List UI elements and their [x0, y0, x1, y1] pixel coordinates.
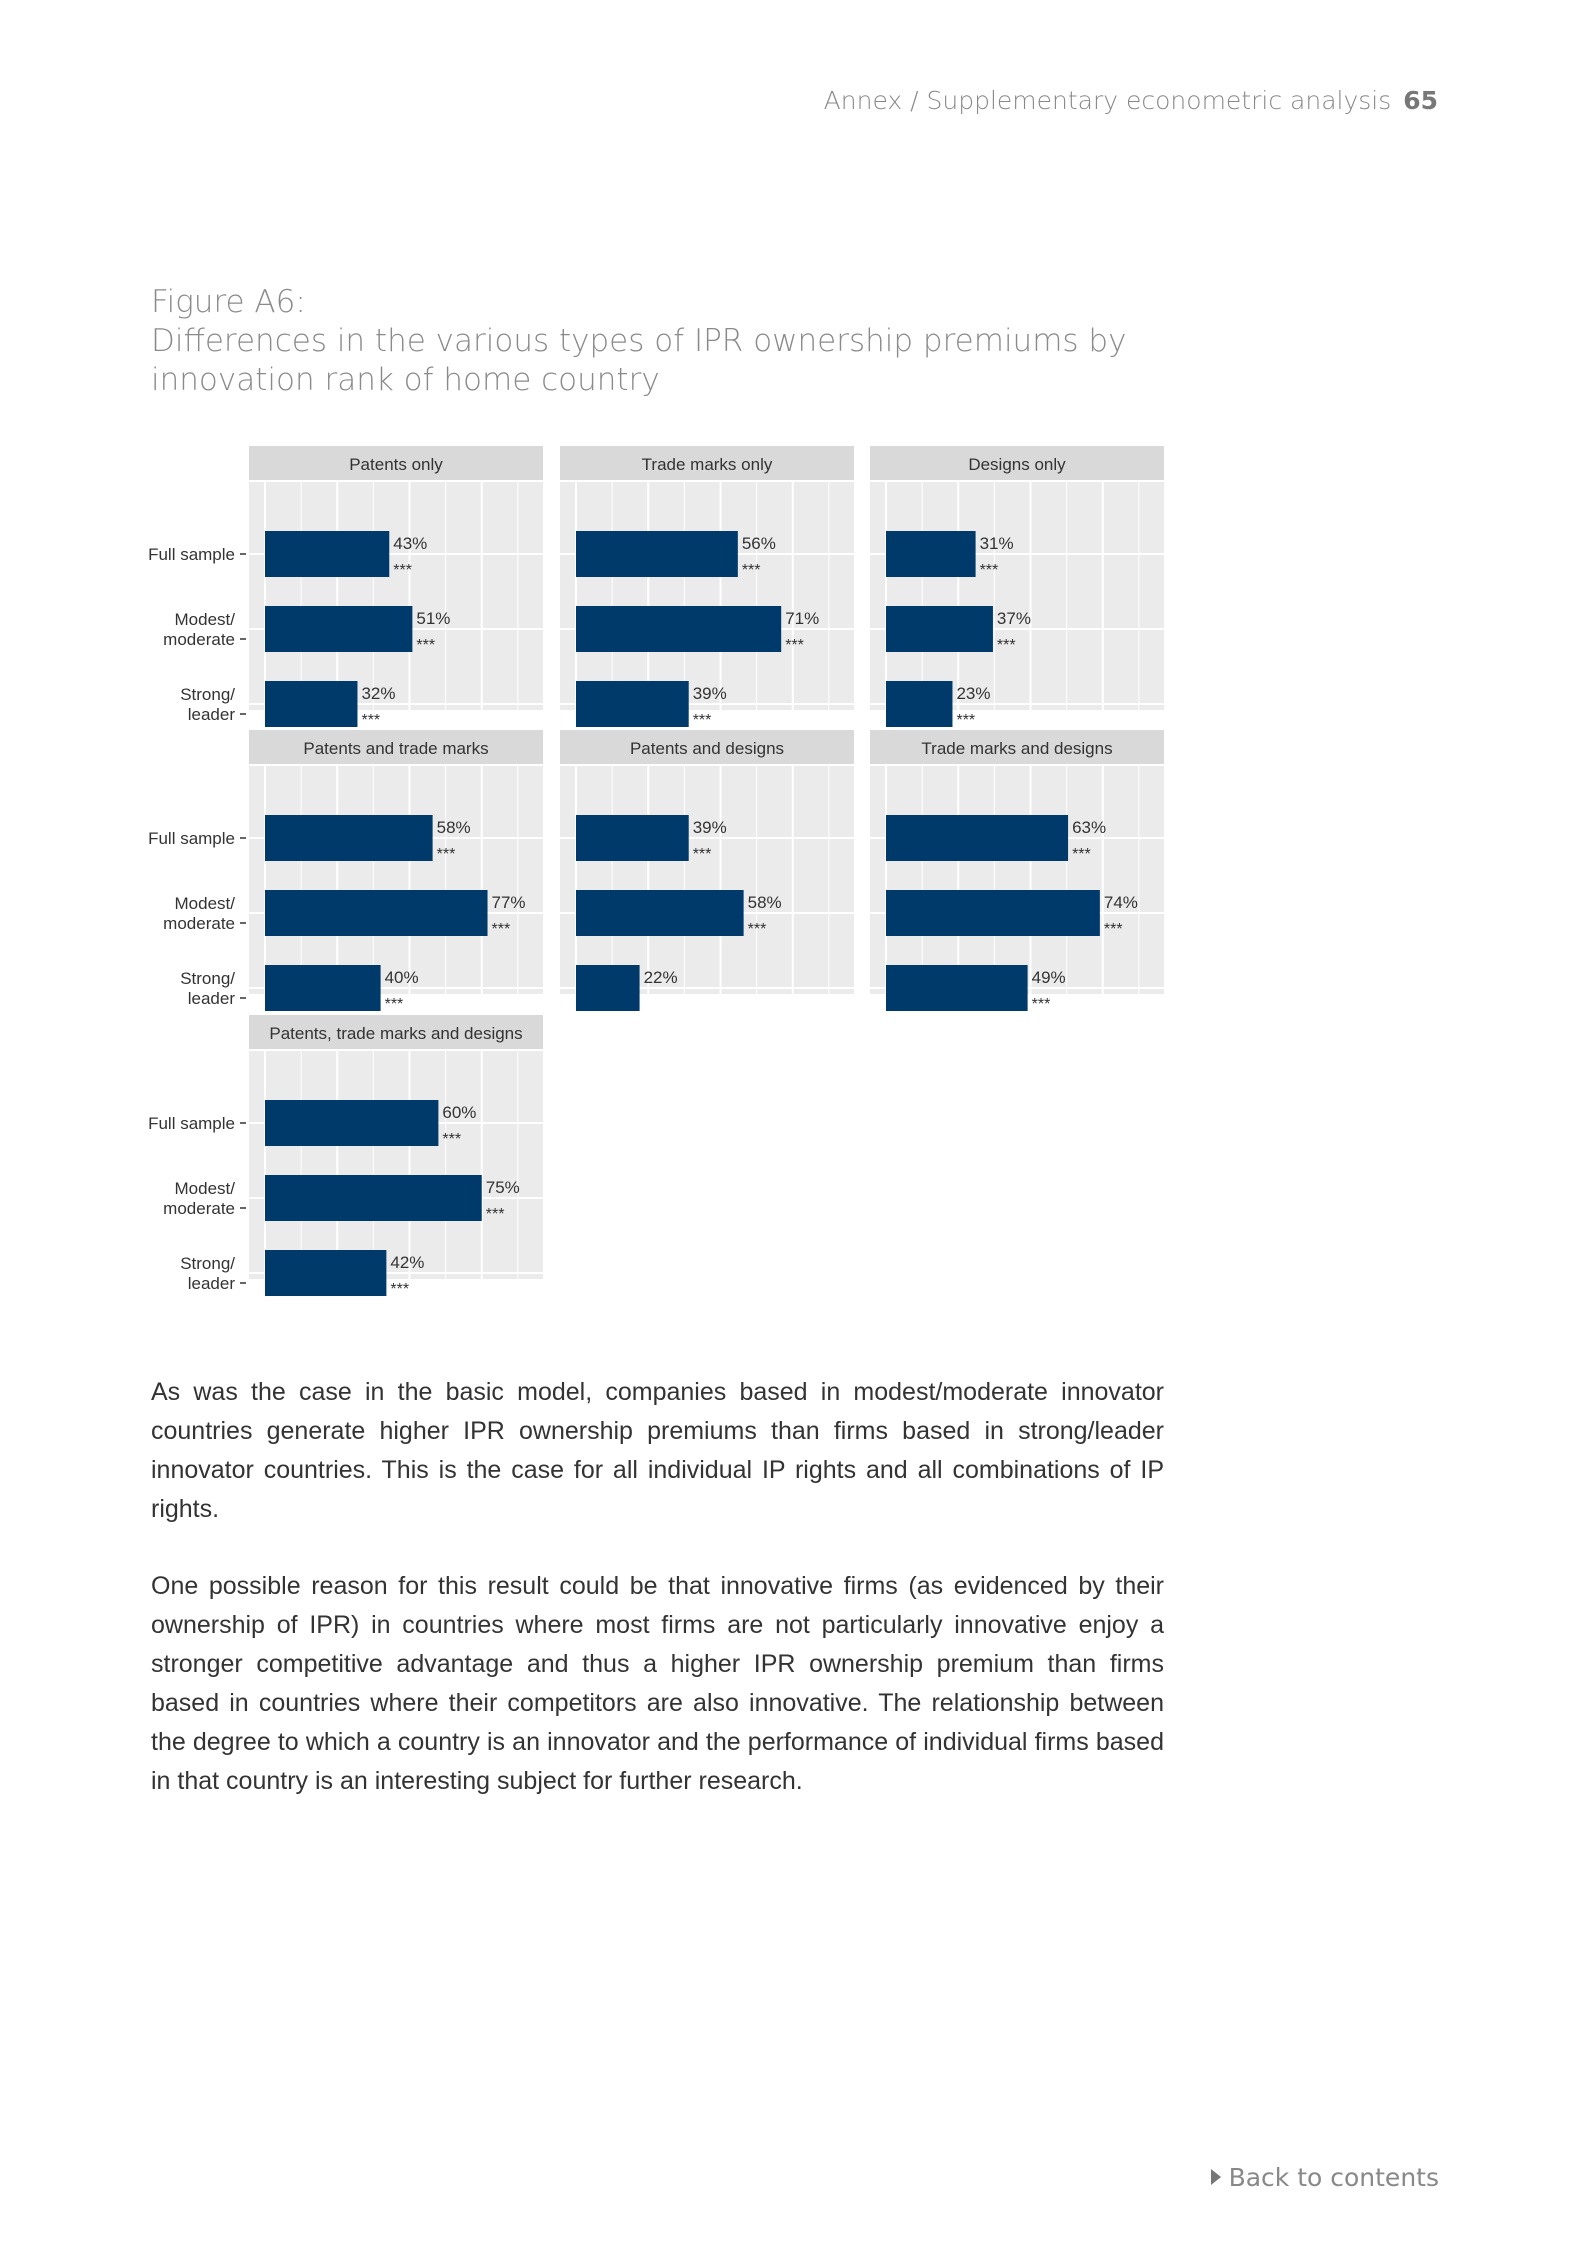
- significance-label: ***: [361, 712, 381, 729]
- bar: [576, 965, 640, 1011]
- data-label: 51%: [416, 609, 451, 628]
- category-label: Modest/ moderate: [163, 1179, 235, 1218]
- significance-label: ***: [491, 921, 511, 938]
- bar: [265, 815, 433, 861]
- bar: [576, 531, 738, 577]
- panel-background: [560, 482, 854, 710]
- significance-label: ***: [1103, 921, 1123, 938]
- paragraph-2: One possible reason for this result could be that innovative firms (as evidenced by their ownership of IPR) in countries where most firms are not particularly innovative enjoy a stronger competitive advantage and thus a higher IPR ownership premium than firms based in countries where their competitors are also innovative. The relationship between the degree to which a country is an innovator and the performance of individual firms based in that country is an interesting subject for further research.: [151, 1572, 1164, 1795]
- bar: [265, 1100, 438, 1146]
- data-label: 42%: [390, 1253, 425, 1272]
- significance-label: ***: [692, 846, 712, 863]
- figure-label: Figure A6:: [151, 284, 306, 320]
- significance-label: ***: [692, 712, 712, 729]
- data-label: 71%: [785, 609, 820, 628]
- panel-title: Patents and trade marks: [303, 739, 489, 758]
- bar: [886, 890, 1100, 936]
- data-label: 60%: [442, 1103, 477, 1122]
- bar: [265, 606, 412, 652]
- panel-background: [560, 766, 854, 994]
- body-text: [151, 1373, 1164, 1839]
- significance-label: ***: [996, 637, 1016, 654]
- bar: [265, 1175, 482, 1221]
- triangle-right-icon: [1211, 2169, 1221, 2185]
- significance-label: ***: [1072, 846, 1091, 863]
- category-label: Strong/ leader: [180, 1254, 235, 1293]
- data-label: 39%: [692, 818, 727, 837]
- category-label: Full sample: [148, 545, 235, 564]
- back-to-contents-link[interactable]: [1211, 2163, 1439, 2192]
- data-label: 23%: [956, 684, 991, 703]
- significance-label: ***: [436, 846, 456, 863]
- data-label: 37%: [996, 609, 1031, 628]
- panel-title: Trade marks only: [641, 455, 773, 474]
- significance-label: ***: [442, 1131, 462, 1148]
- significance-label: ***: [1031, 996, 1051, 1013]
- data-label: 40%: [384, 968, 419, 987]
- data-label: 63%: [1072, 818, 1107, 837]
- bar: [886, 965, 1028, 1011]
- bar: [265, 1250, 386, 1296]
- panel-title: Patents only: [349, 455, 443, 474]
- panel-title: Trade marks and designs: [921, 739, 1113, 758]
- category-label: Full sample: [148, 829, 235, 848]
- category-label: Strong/ leader: [180, 969, 235, 1008]
- data-label: 39%: [692, 684, 727, 703]
- bar: [886, 606, 993, 652]
- significance-label: ***: [485, 1206, 505, 1223]
- panel-title: Patents, trade marks and designs: [269, 1024, 523, 1043]
- significance-label: ***: [416, 637, 436, 654]
- figure-title-line-2: innovation rank of home country: [151, 362, 660, 398]
- data-label: 49%: [1031, 968, 1066, 987]
- figure-title-line-1: Differences in the various types of IPR ownership premiums by: [151, 323, 1127, 359]
- significance-label: ***: [785, 637, 804, 654]
- bar: [886, 531, 976, 577]
- data-label: 74%: [1103, 893, 1138, 912]
- category-label: Full sample: [148, 1114, 235, 1133]
- significance-label: ***: [747, 921, 767, 938]
- panel-title: Designs only: [968, 455, 1066, 474]
- significance-label: ***: [741, 562, 761, 579]
- bar: [886, 815, 1068, 861]
- data-label: 31%: [979, 534, 1014, 553]
- bar: [265, 531, 389, 577]
- data-label: 58%: [747, 893, 782, 912]
- paragraph-1: As was the case in the basic model, companies based in modest/moderate innovator countries generate higher IPR ownership premiums than firms based in strong/leader innovator countries. This is the case for all individual IP rights and all combinations of IP rights.: [151, 1378, 1164, 1523]
- bar: [265, 965, 381, 1011]
- bar: [576, 606, 781, 652]
- data-label: 22%: [643, 968, 678, 987]
- bar: [576, 681, 689, 727]
- back-link-label: Back to contents: [1228, 2163, 1439, 2192]
- section-title: Annex / Supplementary econometric analysis: [823, 86, 1392, 115]
- panel-background: [249, 766, 543, 994]
- data-label: 43%: [393, 534, 428, 553]
- data-label: 77%: [491, 893, 526, 912]
- data-label: 58%: [436, 818, 471, 837]
- significance-label: ***: [390, 1281, 410, 1298]
- panel-background: [870, 482, 1164, 710]
- significance-label: ***: [956, 712, 976, 729]
- category-label: Modest/ moderate: [163, 894, 235, 933]
- data-label: 75%: [485, 1178, 520, 1197]
- bar: [265, 890, 488, 936]
- bar: [576, 890, 744, 936]
- panel-background: [249, 1051, 543, 1279]
- page-number: 65: [1403, 86, 1438, 115]
- category-label: Modest/ moderate: [163, 610, 235, 649]
- category-label: Strong/ leader: [180, 685, 235, 724]
- significance-label: ***: [393, 562, 412, 579]
- panel-background: [249, 482, 543, 710]
- data-label: 56%: [741, 534, 776, 553]
- panel-background: [870, 766, 1164, 994]
- significance-label: ***: [384, 996, 404, 1013]
- bar: [886, 681, 952, 727]
- bar: [265, 681, 357, 727]
- bar: [576, 815, 689, 861]
- panel-title: Patents and designs: [629, 739, 785, 758]
- significance-label: ***: [979, 562, 999, 579]
- data-label: 32%: [361, 684, 396, 703]
